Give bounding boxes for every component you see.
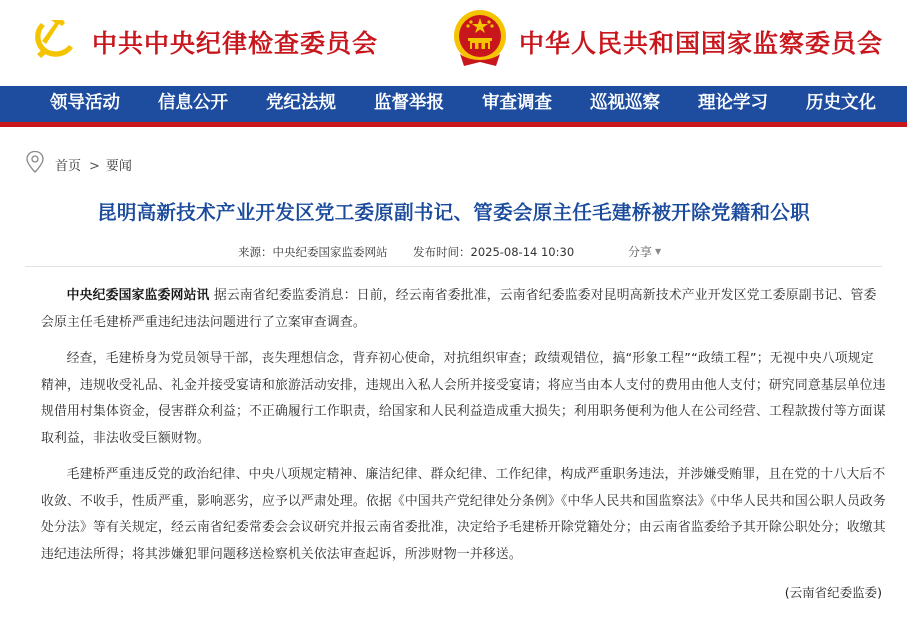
meta-divider — [25, 266, 882, 267]
breadcrumb-home-link[interactable]: 首页 — [55, 159, 82, 174]
main-nav — [0, 86, 907, 122]
nav-item-theory-study[interactable]: 理论学习 — [698, 93, 768, 113]
breadcrumb-current-link[interactable]: 要闻 — [105, 159, 132, 174]
share-button[interactable] — [628, 243, 661, 260]
location-pin-icon — [25, 150, 45, 174]
article-paragraph-1 — [41, 283, 886, 336]
party-emblem-icon[interactable] — [29, 14, 79, 64]
article-source — [238, 244, 388, 260]
nav-item-supervision-report[interactable]: 监督举报 — [374, 93, 444, 113]
nav-red-stripe — [0, 122, 907, 127]
nav-item-inspection[interactable]: 巡视巡察 — [590, 93, 660, 113]
article-publish-time — [413, 244, 574, 260]
article-paragraph-2: 经查，毛建桥身为党员领导干部，丧失理想信念，背弃初心使命，对抗组织审查；政绩观错位，搞“形象工程”“政绩工程”；无视中央八项规定精神，违规收受礼品、礼金并接受宴请和旅游活动安排，违规出入私人会所并接受宴请；将应当由本人支付的费用由他人支付；研究同意基层单位违规借用村集体资金，侵害群众利益；不正确履行工作职责，给国家和人民利益造成重大损失；利用职务便利为他人在公司经营、工程款拨付等方面谋取利益，非法收受巨额财物。 — [41, 351, 886, 446]
paragraph-1-text: 据云南省纪委监委消息：日前，经云南省委批准，云南省纪委监委对昆明高新技术产业开发区党工委原副书记、管委会原主任毛建桥严重违纪违法问题进行了立案审查调查。 — [41, 288, 877, 330]
source-label: 来源： — [238, 245, 273, 259]
cpc-ccdi-title[interactable]: 中共中央纪律检查委员会 — [92, 29, 379, 58]
time-label: 发布时间： — [413, 245, 471, 259]
lead-source: 中央纪委国家监委网站讯 — [66, 288, 210, 303]
nav-item-history-culture[interactable]: 历史文化 — [806, 93, 876, 113]
site-header — [0, 0, 907, 86]
breadcrumb-separator: > — [89, 159, 100, 174]
article-title: 昆明高新技术产业开发区党工委原副书记、管委会原主任毛建桥被开除党籍和公职 — [97, 201, 810, 224]
nav-item-investigation[interactable]: 审查调查 — [482, 93, 552, 113]
nav-item-info-disclosure[interactable]: 信息公开 — [158, 93, 228, 113]
breadcrumb — [55, 155, 132, 174]
nsc-title[interactable]: 中华人民共和国国家监察委员会 — [519, 29, 884, 58]
national-emblem-icon[interactable] — [450, 8, 510, 70]
source-value: 中央纪委国家监委网站 — [272, 245, 388, 259]
caret-down-icon: ▼ — [655, 247, 662, 256]
share-label: 分享 — [628, 245, 653, 259]
nav-item-leadership[interactable]: 领导活动 — [50, 93, 120, 113]
article-signature: (云南省纪委监委) — [784, 585, 882, 600]
time-value: 2025-08-14 10:30 — [470, 245, 575, 259]
nav-item-party-regulations[interactable]: 党纪法规 — [266, 93, 336, 113]
article-paragraph-3: 毛建桥严重违反党的政治纪律、中央八项规定精神、廉洁纪律、群众纪律、工作纪律，构成严重职务违法，并涉嫌受贿罪，且在党的十八大后不收敛、不收手，性质严重，影响恶劣，应予以严肃处理。依据《中国共产党纪律处分条例》《中华人民共和国监察法》《中华人民共和国公职人员政务处分法》等有关规定，经云南省纪委常委会会议研究并报云南省委批准，决定给予毛建桥开除党籍处分；由云南省监委给予其开除公职处分；收缴其违纪违法所得；将其涉嫌犯罪问题移送检察机关依法审查起诉，所涉财物一并移送。 — [41, 467, 886, 562]
